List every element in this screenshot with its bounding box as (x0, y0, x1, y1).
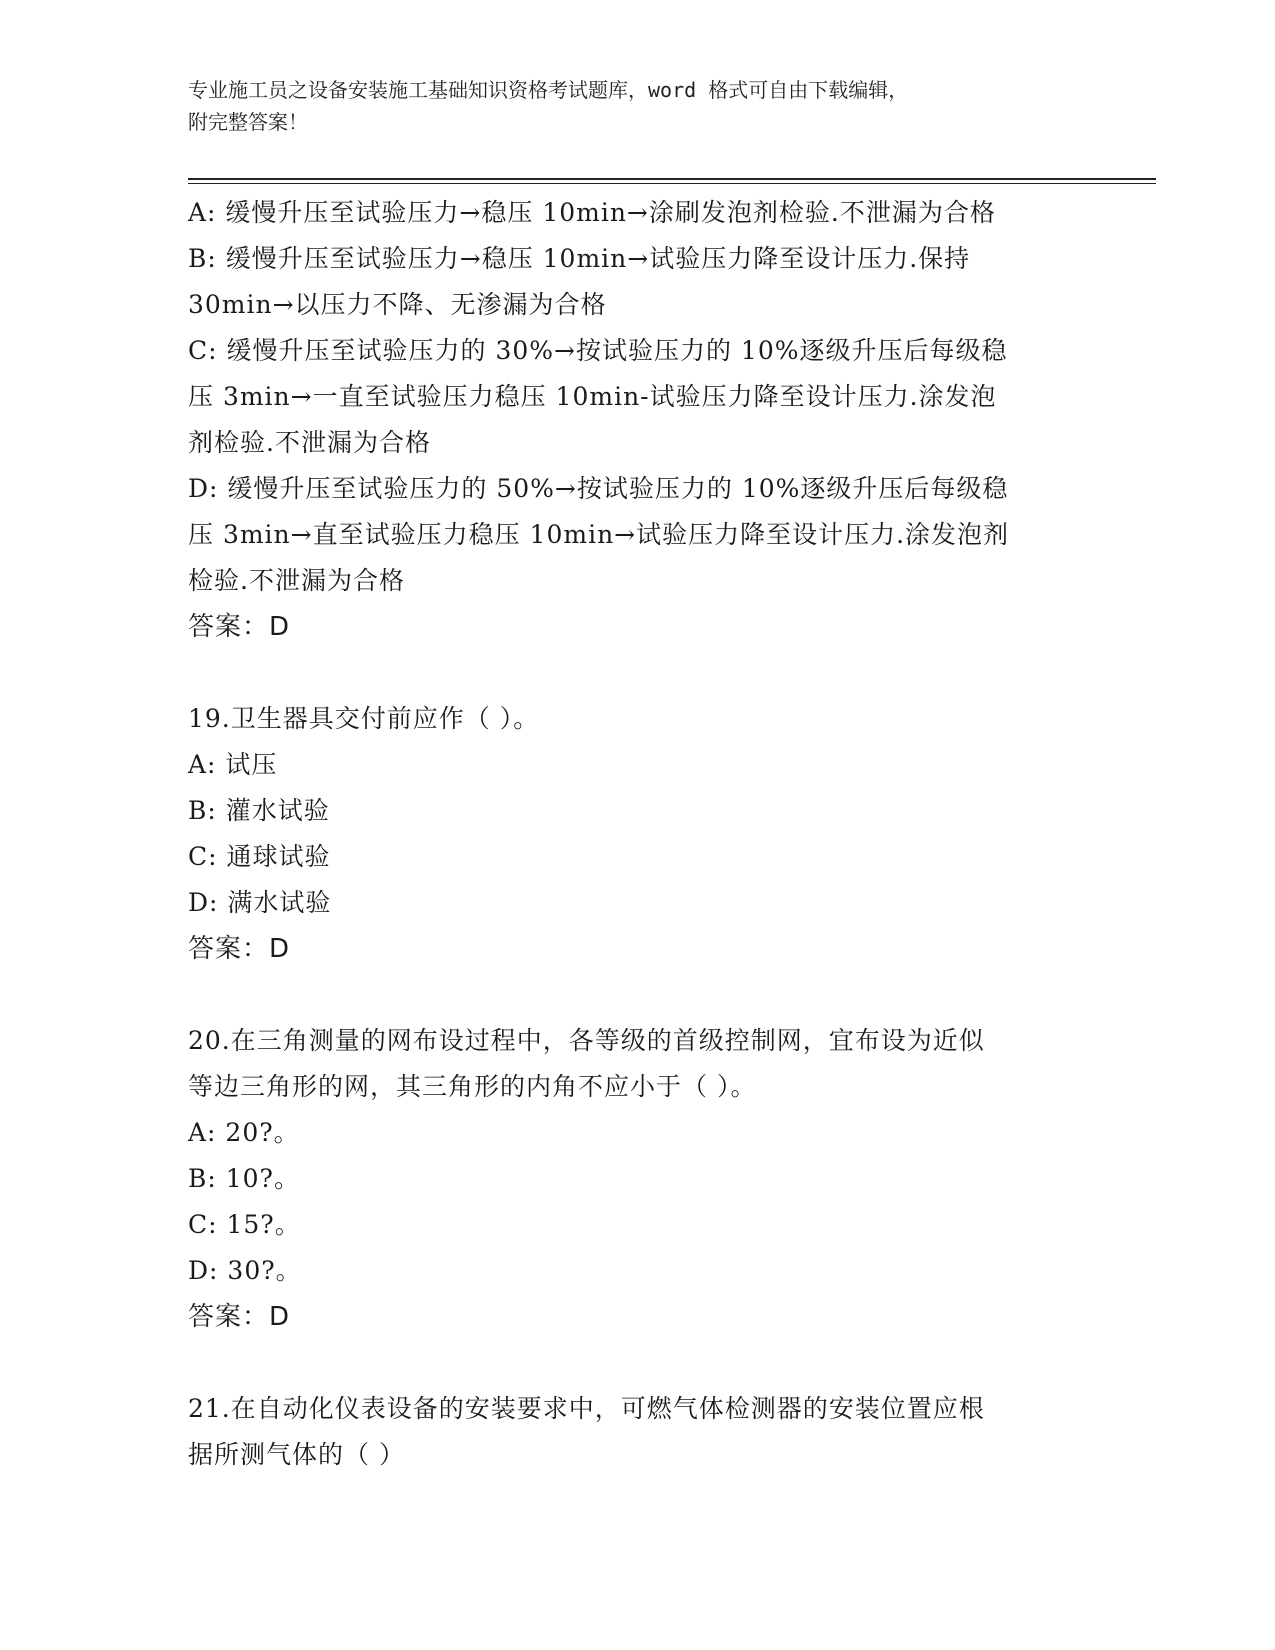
spacer (188, 972, 1088, 1018)
header-rule-thick (188, 178, 1156, 180)
question-21 (188, 1386, 1088, 1478)
header-line-2: 附完整答案！ (188, 110, 308, 134)
q20-option-c: C: 15?。 (188, 1210, 301, 1239)
q18-option-b-line-1: B: 缓慢升压至试验压力→稳压 10min→试验压力降至设计压力.保持 (188, 244, 971, 273)
q18-option-d-line-2: 压 3min→直至试验压力稳压 10min→试验压力降至设计压力.涂发泡剂 (188, 520, 1010, 549)
spacer (188, 1340, 1088, 1386)
document-body (188, 190, 1088, 1478)
q19-option-b: B: 灌水试验 (188, 796, 330, 825)
q21-question-line-1: 21.在自动化仪表设备的安装要求中，可燃气体检测器的安装位置应根 (188, 1394, 985, 1423)
q18-option-b-line-2: 30min→以压力不降、无渗漏为合格 (188, 290, 607, 319)
spacer (188, 650, 1088, 696)
q20-answer: 答案：D (188, 1302, 291, 1332)
q18-option-d-line-1: D: 缓慢升压至试验压力的 50%→按试验压力的 10%逐级升压后每级稳 (188, 474, 1009, 503)
q18-option-c-line-3: 剂检验.不泄漏为合格 (188, 428, 431, 457)
header-line-1: 专业施工员之设备安装施工基础知识资格考试题库，word 格式可自由下载编辑， (188, 78, 909, 102)
question-18-options (188, 190, 1088, 650)
q20-option-d: D: 30?。 (188, 1256, 302, 1285)
q19-option-c: C: 通球试验 (188, 842, 331, 871)
q21-question-line-2: 据所测气体的（ ） (188, 1440, 405, 1469)
q20-question-line-2: 等边三角形的网，其三角形的内角不应小于（ ）。 (188, 1072, 757, 1101)
q18-option-d-line-3: 检验.不泄漏为合格 (188, 566, 405, 595)
q20-option-b: B: 10?。 (188, 1164, 300, 1193)
question-20 (188, 1018, 1088, 1340)
q19-option-d: D: 满水试验 (188, 888, 332, 917)
q19-option-a: A: 试压 (188, 750, 278, 779)
question-19 (188, 696, 1088, 972)
q19-answer: 答案：D (188, 934, 291, 964)
q20-question-line-1: 20.在三角测量的网布设过程中，各等级的首级控制网，宜布设为近似 (188, 1026, 985, 1055)
q18-option-c-line-1: C: 缓慢升压至试验压力的 30%→按试验压力的 10%逐级升压后每级稳 (188, 336, 1008, 365)
page-header (188, 74, 1068, 138)
q18-answer: 答案：D (188, 612, 291, 642)
q18-option-c-line-2: 压 3min→一直至试验压力稳压 10min-试验压力降至设计压力.涂发泡 (188, 382, 997, 411)
header-rule-thin (188, 183, 1156, 184)
q19-question: 19.卫生器具交付前应作（ ）。 (188, 704, 540, 733)
q18-option-a: A: 缓慢升压至试验压力→稳压 10min→涂刷发泡剂检验.不泄漏为合格 (188, 198, 996, 227)
q20-option-a: A: 20?。 (188, 1118, 300, 1147)
